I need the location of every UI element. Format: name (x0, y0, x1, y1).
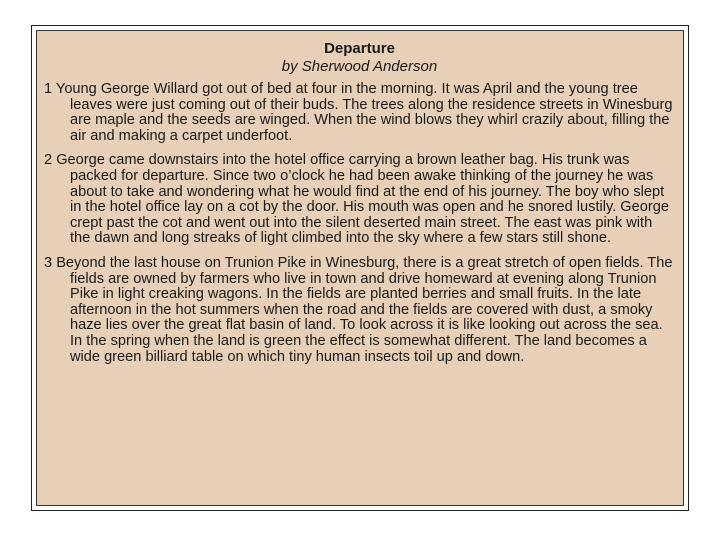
paragraph-3 (44, 256, 675, 365)
paragraph-text: George came downstairs into the hotel office carrying a brown leather bag. His trunk was packed for departure. Since two o’clock he had been awake thinking of the journey he was about to take and wondering what he would find at the end of his journey. The boy who slept in the hotel office lay on a cot by the door. His mouth was open and he snored lustily. George crept past the cot and went out into the silent deserted main street. The east was pink with the dawn and long streaks of light climbed into the sky where a few stars still shone. (56, 152, 669, 247)
paragraph-number: 1 (44, 81, 53, 97)
paragraph-2 (44, 153, 675, 247)
paragraph-number: 2 (44, 152, 53, 169)
text-panel (36, 30, 684, 506)
paragraph-text: Young George Willard got out of bed at four in the morning. It was April and the young tree leaves were just coming out of their buds. The trees along the residence streets in Winesburg are maple and the seeds are winged. When the wind blows they whirl crazily about, filling the air and making a carpet underfoot. (55, 81, 673, 144)
paragraph-number: 3 (44, 254, 53, 271)
document-author: by Sherwood Anderson (281, 58, 438, 75)
paragraph-1 (44, 82, 675, 144)
paragraph-text: Beyond the last house on Trunion Pike in Winesburg, there is a great stretch of open fields. The fields are owned by farmers who live in town and drive homeward at evening along Trunion Pike in light creaking wagons. In the fields are planted berries and small fruits. In the late afternoon in the hot summers when the road and the fields are covered with dust, a smoky haze lies over the great flat basin of land. To look across it is like looking out across the sea. In the spring when the land is green the effect is somewhat different. The land becomes a wide green billiard table on which tiny human insects toil up and down. (56, 254, 673, 365)
document-title: Departure (324, 40, 395, 57)
